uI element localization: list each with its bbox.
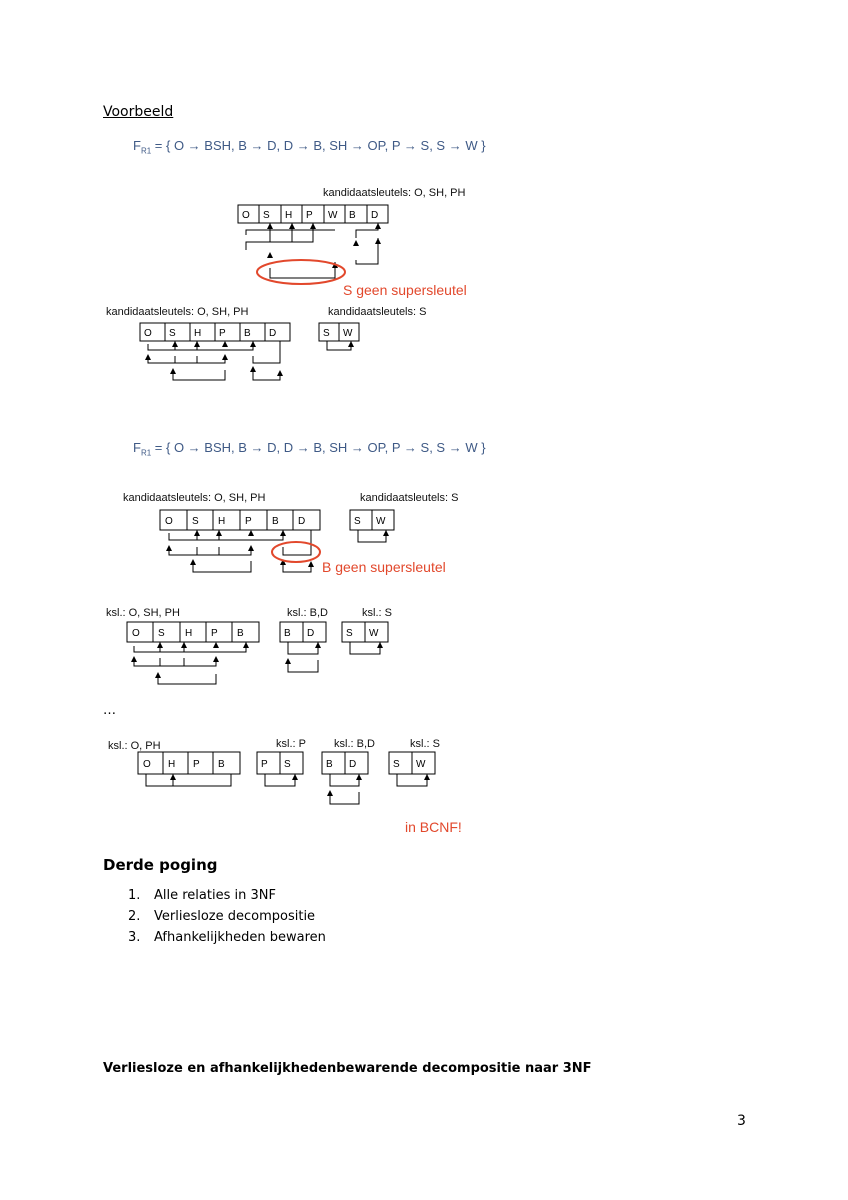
diagram5-r2-boxes [257, 752, 303, 774]
fd-prefix: F [133, 138, 141, 153]
diagram4-r2-attr-0: B [284, 628, 291, 639]
diagram5-r3-boxes [322, 752, 368, 774]
diagram5-note: in BCNF! [405, 819, 462, 835]
diagram5-r1-keys-label: ksl.: O, PH [108, 740, 161, 752]
fd-set-1 [133, 138, 486, 156]
diagram3-right-attr-1: W [376, 516, 386, 527]
diagram5-dependency-lines [146, 774, 427, 804]
diagram4-r3-attr-0: S [346, 628, 353, 639]
diagram1-attr-3: P [306, 210, 313, 221]
diagram3-left-attr-0: O [165, 516, 173, 527]
fd-body: = { O → BSH, B → D, D → B, SH → OP, P → S, S → W } [151, 440, 486, 455]
diagram3-left-attr-3: P [245, 516, 252, 527]
diagram3-highlight-ellipse [272, 542, 320, 562]
diagram2-left-attr-3: P [219, 328, 226, 339]
diagram2-left-attr-0: O [144, 328, 152, 339]
list-item-text: Afhankelijkheden bewaren [154, 930, 326, 945]
diagram2-left-keys-label: kandidaatsleutels: O, SH, PH [106, 306, 249, 318]
diagram4-r3-boxes [342, 622, 388, 642]
diagram5-r1-attr-0: O [143, 759, 151, 770]
diagram2-dependency-lines [148, 341, 351, 380]
diagram5-r4-attr-1: W [416, 759, 426, 770]
diagram1-attr-2: H [285, 210, 293, 221]
diagram5-r4-keys-label: ksl.: S [410, 738, 440, 750]
diagram5-r2-attr-0: P [261, 759, 268, 770]
page-number: 3 [737, 1113, 746, 1129]
fd-subscript: R1 [140, 146, 152, 156]
diagram4-r1-attr-0: O [132, 628, 140, 639]
diagram5-r1-attr-2: P [193, 759, 200, 770]
diagram1-attr-1: S [263, 210, 270, 221]
diagram4-r3-keys-label: ksl.: S [362, 607, 392, 619]
example-heading: Voorbeeld [103, 104, 174, 120]
diagram1 [230, 200, 410, 286]
diagram3-note: B geen supersleutel [322, 559, 446, 575]
diagram3-right-keys-label: kandidaatsleutels: S [360, 492, 459, 504]
diagram5-r1-attr-1: H [168, 759, 176, 770]
diagram2-left-attr-4: B [244, 328, 251, 339]
diagram4-r2-attr-1: D [307, 628, 315, 639]
ellipsis: … [103, 703, 116, 718]
diagram4-r3-attr-1: W [369, 628, 379, 639]
list-item-number: 3. [128, 930, 141, 945]
diagram3-left-attr-1: S [192, 516, 199, 527]
fd-prefix: F [133, 440, 141, 455]
diagram1-keys-label: kandidaatsleutels: O, SH, PH [323, 187, 466, 199]
diagram2-left-attr-5: D [269, 328, 277, 339]
list-item [128, 930, 326, 951]
diagram3-right-boxes [350, 510, 394, 530]
diagram4-r1-attr-4: B [237, 628, 244, 639]
diagram3-right-attr-0: S [354, 516, 361, 527]
steps-list [128, 888, 326, 951]
diagram4-r2-boxes [280, 622, 326, 642]
diagram5 [133, 748, 443, 808]
diagram3-left-attr-4: B [272, 516, 279, 527]
diagram2-right-attr-1: W [343, 328, 353, 339]
diagram5-r1-boxes [138, 752, 240, 774]
diagram2-right-attr-0: S [323, 328, 330, 339]
diagram4-r1-attr-3: P [211, 628, 218, 639]
diagram4-r1-attr-2: H [185, 628, 193, 639]
diagram4-dependency-lines [134, 642, 380, 684]
diagram1-attr-5: B [349, 210, 356, 221]
fd-set-2 [133, 440, 486, 458]
diagram2-left-attr-1: S [169, 328, 176, 339]
list-item-number: 1. [128, 888, 141, 903]
diagram4-r2-keys-label: ksl.: B,D [287, 607, 328, 619]
diagram5-r4-attr-0: S [393, 759, 400, 770]
diagram3-left-boxes [160, 510, 320, 530]
diagram4-r1-attr-1: S [158, 628, 165, 639]
diagram1-attr-6: D [371, 210, 379, 221]
diagram2-left-attr-2: H [194, 328, 202, 339]
diagram1-attr-boxes [238, 205, 388, 223]
diagram4 [122, 618, 402, 688]
fd-subscript: R1 [140, 448, 152, 458]
diagram2-right-keys-label: kandidaatsleutels: S [328, 306, 427, 318]
diagram5-r2-keys-label: ksl.: P [276, 738, 306, 750]
diagram1-dependency-lines [246, 223, 378, 278]
list-item-text: Alle relaties in 3NF [154, 888, 276, 903]
diagram5-r3-keys-label: ksl.: B,D [334, 738, 375, 750]
diagram3-left-keys-label: kandidaatsleutels: O, SH, PH [123, 492, 266, 504]
diagram5-r3-attr-1: D [349, 759, 357, 770]
list-item [128, 909, 326, 930]
list-item [128, 888, 326, 909]
diagram4-arrowheads [131, 642, 383, 678]
fd-body: = { O → BSH, B → D, D → B, SH → OP, P → S, S → W } [151, 138, 486, 153]
diagram2-left-boxes [140, 323, 290, 341]
diagram2-arrowheads [145, 341, 354, 376]
diagram1-attr-4: W [328, 210, 338, 221]
diagram3-left-attr-5: D [298, 516, 306, 527]
diagram4-r1-boxes [127, 622, 259, 642]
subsection-title: Verliesloze en afhankelijkhedenbewarende decompositie naar 3NF [103, 1061, 592, 1076]
diagram3-left-attr-2: H [218, 516, 226, 527]
diagram2-right-boxes [319, 323, 359, 341]
diagram5-r2-attr-1: S [284, 759, 291, 770]
diagram5-r1-attr-3: B [218, 759, 225, 770]
diagram1-note: S geen supersleutel [343, 282, 467, 298]
diagram5-r3-attr-0: B [326, 759, 333, 770]
section-title: Derde poging [103, 856, 218, 874]
diagram1-attr-0: O [242, 210, 250, 221]
diagram5-r4-boxes [389, 752, 435, 774]
diagram4-r1-keys-label: ksl.: O, SH, PH [106, 607, 180, 619]
diagram5-arrowheads [170, 774, 430, 796]
list-item-number: 2. [128, 909, 141, 924]
list-item-text: Verliesloze decompositie [154, 909, 316, 924]
diagram2 [135, 318, 395, 388]
